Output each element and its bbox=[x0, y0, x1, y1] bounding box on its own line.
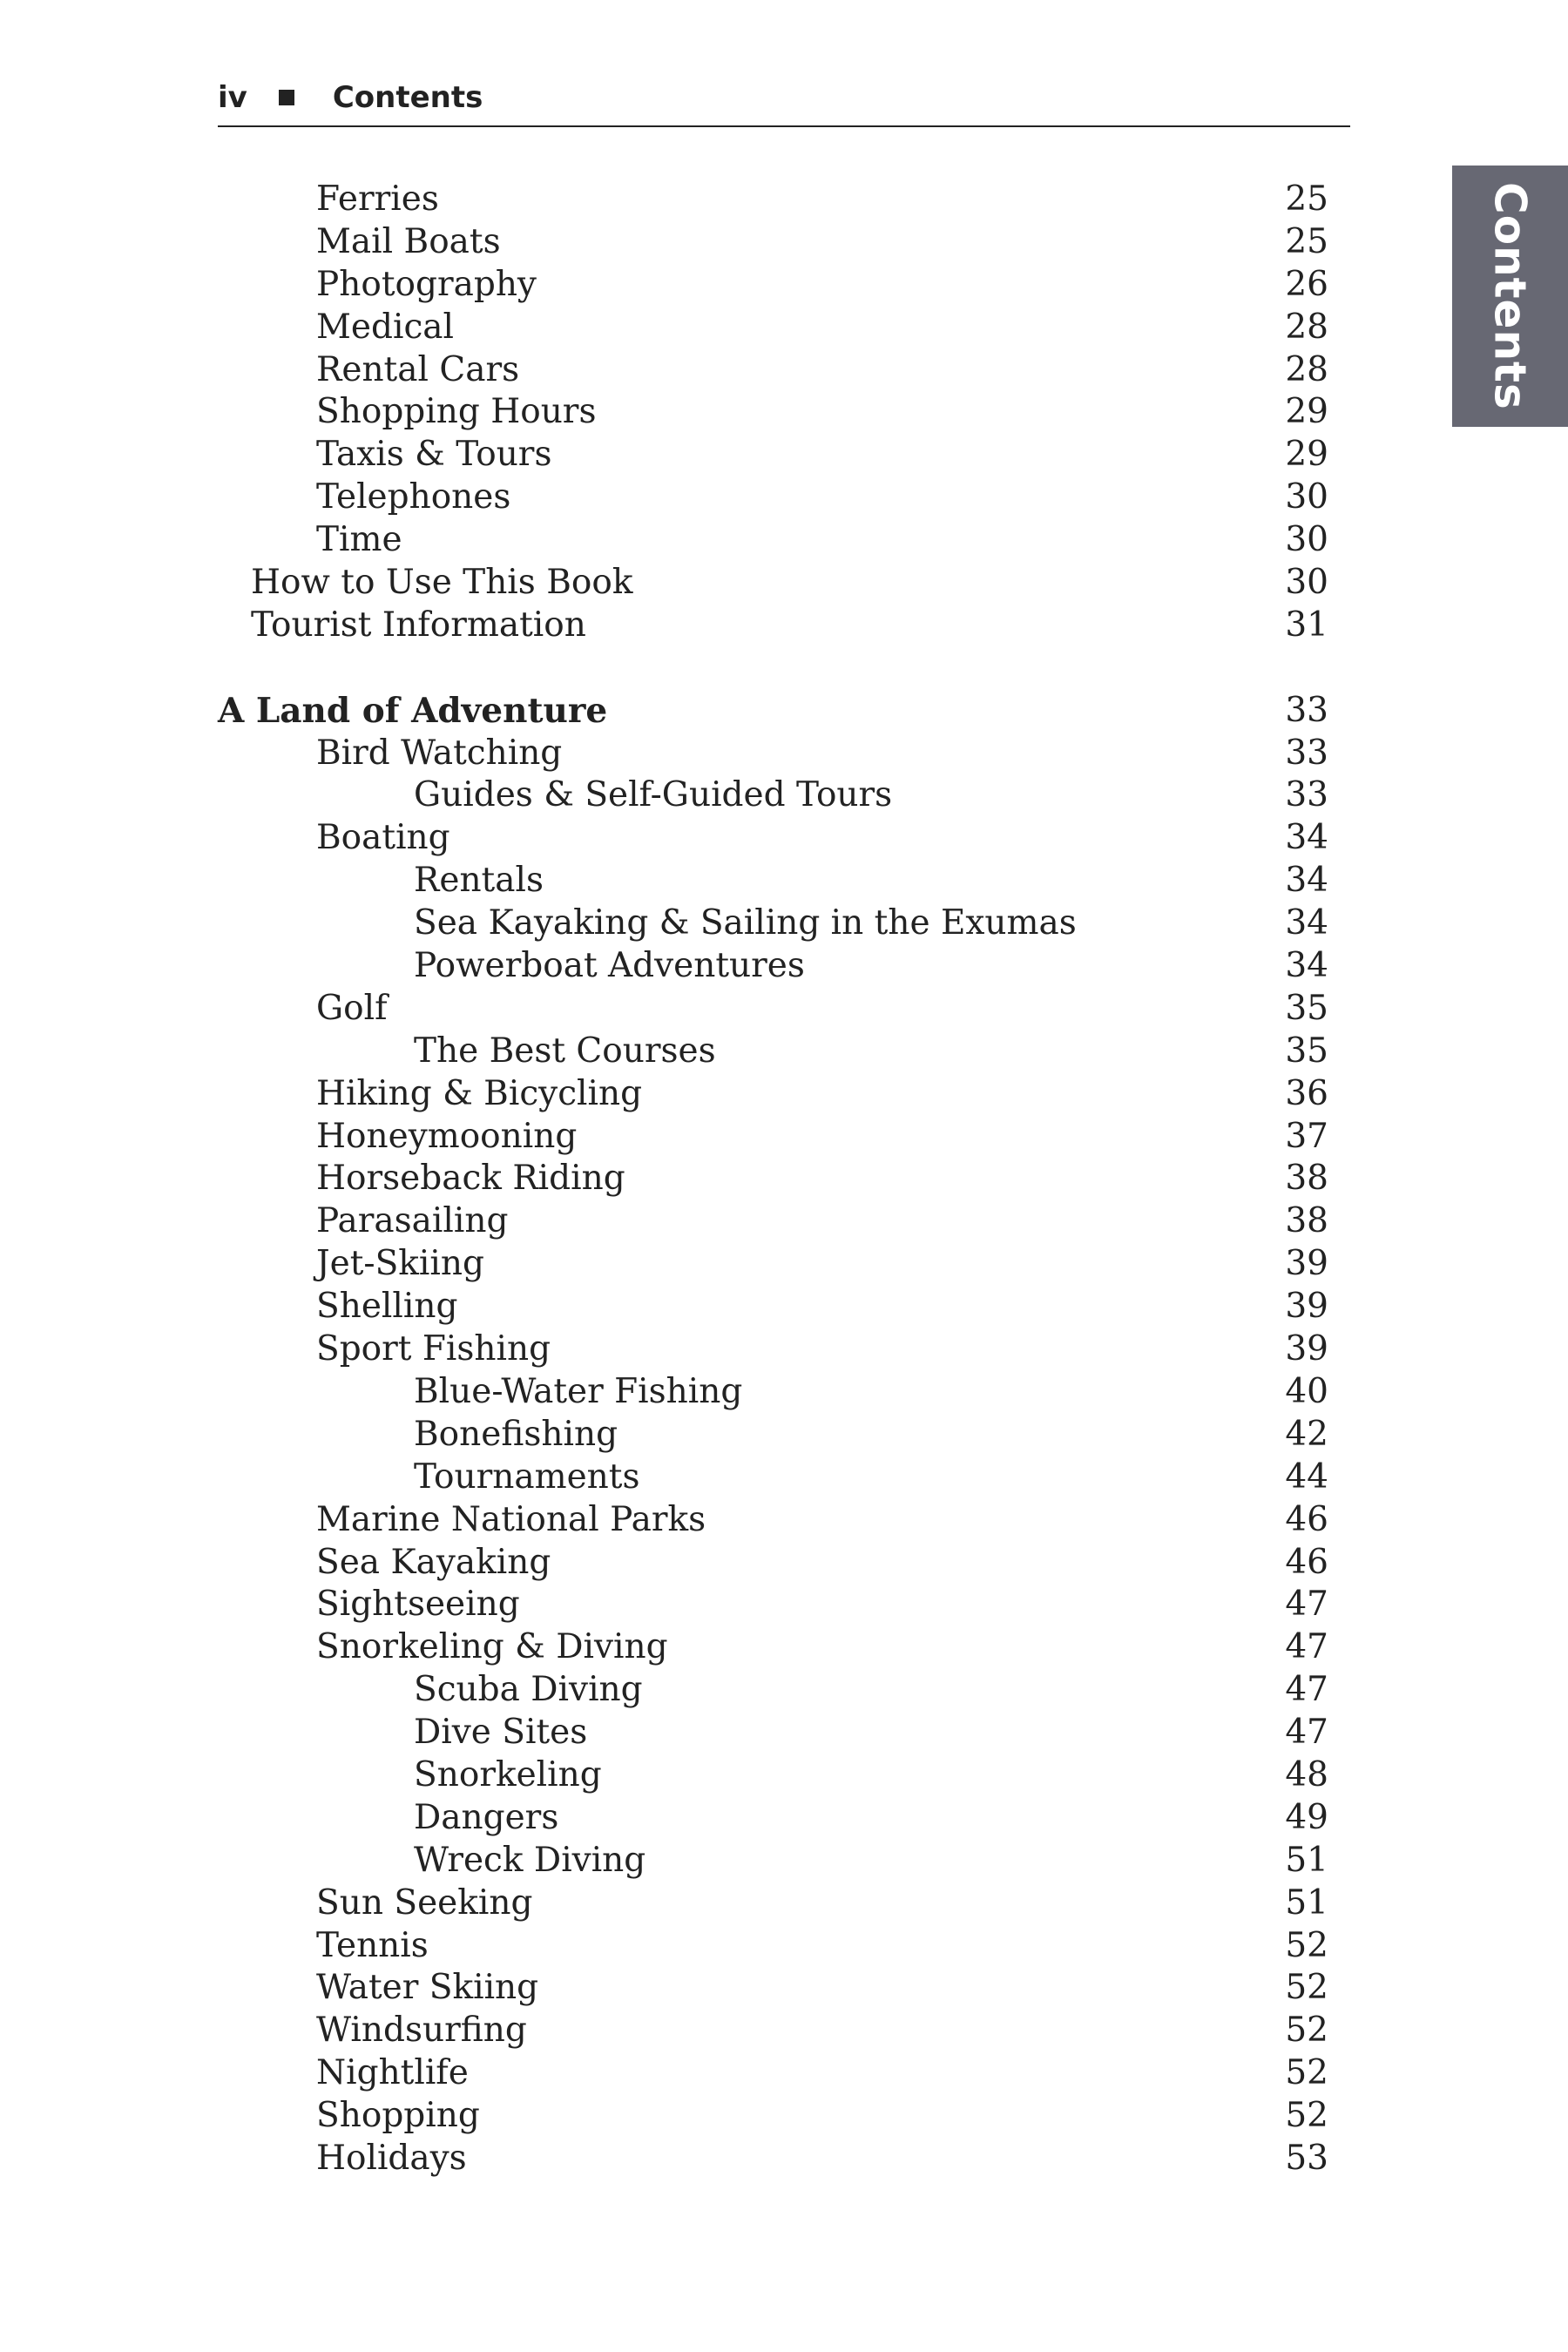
toc-entry bbox=[218, 519, 1328, 562]
toc-entry-title: Shelling bbox=[316, 1287, 458, 1327]
toc-entry-page: 46 bbox=[1285, 1499, 1328, 1539]
toc-entry-title: Tournaments bbox=[414, 1456, 640, 1497]
toc-entry-title: Sport Fishing bbox=[316, 1329, 551, 1369]
toc-entry-page: 34 bbox=[1285, 903, 1328, 943]
toc-entry bbox=[218, 2138, 1328, 2180]
toc-entry-title: How to Use This Book bbox=[251, 563, 633, 603]
toc-entry bbox=[218, 1158, 1328, 1200]
toc-entry-title: Snorkeling bbox=[414, 1754, 602, 1794]
toc-entry-page: 49 bbox=[1285, 1797, 1328, 1837]
toc-entry-title: Jet-Skiing bbox=[316, 1244, 484, 1284]
toc-entry-page: 52 bbox=[1285, 2096, 1328, 2136]
toc-entry bbox=[218, 1073, 1328, 1116]
toc-entry-page: 38 bbox=[1285, 1201, 1328, 1241]
toc-entry-page: 39 bbox=[1285, 1244, 1328, 1284]
side-tab-label: Contents bbox=[1484, 182, 1536, 410]
toc-entry bbox=[218, 1200, 1328, 1243]
table-of-contents bbox=[218, 179, 1328, 2180]
toc-entry-title: Medical bbox=[316, 307, 455, 347]
toc-entry-page: 34 bbox=[1285, 946, 1328, 986]
toc-entry-title: Golf bbox=[316, 988, 388, 1028]
section-side-tab bbox=[1452, 166, 1568, 427]
toc-entry bbox=[218, 391, 1328, 434]
toc-entry-title: Telephones bbox=[316, 477, 511, 517]
toc-entry bbox=[218, 860, 1328, 902]
toc-entry bbox=[218, 264, 1328, 307]
toc-entry-page: 39 bbox=[1285, 1329, 1328, 1369]
toc-entry bbox=[218, 2095, 1328, 2138]
toc-entry-title: Shopping bbox=[316, 2096, 480, 2136]
toc-entry bbox=[218, 1797, 1328, 1840]
toc-entry-page: 38 bbox=[1285, 1159, 1328, 1199]
toc-entry-title: Honeymooning bbox=[316, 1116, 578, 1156]
toc-entry-page: 33 bbox=[1285, 775, 1328, 815]
toc-entry bbox=[218, 733, 1328, 775]
toc-entry-title: Powerboat Adventures bbox=[414, 946, 805, 986]
toc-entry-title: Dive Sites bbox=[414, 1713, 588, 1753]
toc-entry-title: Taxis & Tours bbox=[316, 435, 552, 475]
toc-entry-page: 25 bbox=[1285, 179, 1328, 219]
toc-entry-page: 35 bbox=[1285, 988, 1328, 1028]
toc-entry-page: 31 bbox=[1285, 605, 1328, 645]
toc-entry-title: Rental Cars bbox=[316, 349, 520, 389]
toc-entry-page: 51 bbox=[1285, 1882, 1328, 1923]
toc-entry-page: 33 bbox=[1285, 690, 1328, 730]
toc-entry-page: 28 bbox=[1285, 307, 1328, 347]
toc-entry-page: 34 bbox=[1285, 818, 1328, 858]
toc-entry-page: 48 bbox=[1285, 1754, 1328, 1794]
toc-entry-page: 34 bbox=[1285, 861, 1328, 901]
toc-entry bbox=[218, 1669, 1328, 1712]
toc-entry bbox=[218, 945, 1328, 988]
toc-entry-page: 30 bbox=[1285, 563, 1328, 603]
header-rule bbox=[218, 125, 1350, 127]
toc-entry bbox=[218, 562, 1328, 605]
toc-entry-title: Snorkeling & Diving bbox=[316, 1627, 668, 1667]
toc-entry bbox=[218, 349, 1328, 392]
toc-entry bbox=[218, 1456, 1328, 1499]
toc-entry-page: 26 bbox=[1285, 264, 1328, 304]
toc-entry bbox=[218, 2052, 1328, 2095]
toc-entry-title: Bird Watching bbox=[316, 733, 563, 773]
toc-entry-page: 33 bbox=[1285, 733, 1328, 773]
toc-entry-title: Boating bbox=[316, 818, 450, 858]
toc-entry-page: 47 bbox=[1285, 1670, 1328, 1710]
toc-entry bbox=[218, 902, 1328, 945]
toc-entry-title: Scuba Diving bbox=[414, 1670, 643, 1710]
toc-entry bbox=[218, 476, 1328, 519]
toc-entry-page: 52 bbox=[1285, 2053, 1328, 2093]
toc-entry-title: Sea Kayaking & Sailing in the Exumas bbox=[414, 903, 1077, 943]
toc-entry-page: 29 bbox=[1285, 435, 1328, 475]
toc-entry-page: 39 bbox=[1285, 1287, 1328, 1327]
square-bullet-icon bbox=[279, 90, 294, 105]
toc-entry bbox=[218, 1371, 1328, 1414]
toc-entry-page: 46 bbox=[1285, 1542, 1328, 1582]
toc-entry bbox=[218, 817, 1328, 860]
toc-entry-page: 44 bbox=[1285, 1456, 1328, 1497]
toc-entry-title: Nightlife bbox=[316, 2053, 469, 2093]
toc-entry-title: Sea Kayaking bbox=[316, 1542, 551, 1582]
toc-entry-page: 25 bbox=[1285, 221, 1328, 261]
toc-entry-page: 53 bbox=[1285, 2138, 1328, 2178]
toc-entry bbox=[218, 1031, 1328, 1073]
toc-entry bbox=[218, 307, 1328, 349]
toc-entry-title: Wreck Diving bbox=[414, 1840, 646, 1880]
toc-entry-title: The Best Courses bbox=[414, 1031, 716, 1071]
toc-entry-page: 47 bbox=[1285, 1713, 1328, 1753]
toc-entry bbox=[218, 434, 1328, 476]
toc-entry-title: Mail Boats bbox=[316, 221, 501, 261]
toc-entry-title: Tennis bbox=[316, 1925, 429, 1965]
toc-entry bbox=[218, 1967, 1328, 2010]
toc-entry-page: 36 bbox=[1285, 1073, 1328, 1113]
toc-entry-title: Dangers bbox=[414, 1797, 559, 1837]
toc-entry-page: 30 bbox=[1285, 477, 1328, 517]
toc-entry-title: Tourist Information bbox=[251, 605, 586, 645]
toc-entry-title: Photography bbox=[316, 264, 537, 304]
toc-entry bbox=[218, 2010, 1328, 2052]
toc-entry-title: Sun Seeking bbox=[316, 1882, 533, 1923]
toc-entry-page: 52 bbox=[1285, 1968, 1328, 2008]
toc-entry-page: 51 bbox=[1285, 1840, 1328, 1880]
toc-entry-page: 35 bbox=[1285, 1031, 1328, 1071]
toc-entry-page: 42 bbox=[1285, 1414, 1328, 1454]
page-number: iv bbox=[218, 80, 247, 115]
toc-entry bbox=[218, 774, 1328, 817]
toc-entry-page: 47 bbox=[1285, 1585, 1328, 1625]
running-header bbox=[218, 80, 1350, 115]
section-spacer bbox=[218, 647, 1328, 690]
toc-entry-title: Hiking & Bicycling bbox=[316, 1073, 643, 1113]
toc-entry-title: Bonefishing bbox=[414, 1414, 618, 1454]
toc-entry-title: Shopping Hours bbox=[316, 392, 597, 432]
toc-entry bbox=[218, 221, 1328, 264]
toc-entry bbox=[218, 1116, 1328, 1159]
toc-entry-page: 28 bbox=[1285, 349, 1328, 389]
toc-entry bbox=[218, 1542, 1328, 1585]
toc-entry bbox=[218, 1414, 1328, 1456]
toc-entry bbox=[218, 1840, 1328, 1882]
toc-entry-title: Blue-Water Fishing bbox=[414, 1371, 743, 1411]
toc-entry-title: Time bbox=[316, 520, 402, 560]
toc-entry-title: Windsurfing bbox=[316, 2011, 527, 2051]
toc-entry-title: Sightseeing bbox=[316, 1585, 520, 1625]
toc-entry-title: Marine National Parks bbox=[316, 1499, 706, 1539]
toc-entry-page: 29 bbox=[1285, 392, 1328, 432]
toc-entry-title: Holidays bbox=[316, 2138, 467, 2178]
toc-entry bbox=[218, 1712, 1328, 1754]
toc-entry-page: 30 bbox=[1285, 520, 1328, 560]
toc-entry bbox=[218, 1286, 1328, 1328]
toc-entry-page: 47 bbox=[1285, 1627, 1328, 1667]
header-title: Contents bbox=[332, 80, 483, 115]
toc-entry-title: Horseback Riding bbox=[316, 1159, 625, 1199]
toc-entry-title: Water Skiing bbox=[316, 1968, 539, 2008]
toc-entry-page: 37 bbox=[1285, 1116, 1328, 1156]
toc-entry-title: Parasailing bbox=[316, 1201, 509, 1241]
toc-entry bbox=[218, 1328, 1328, 1371]
toc-chapter-entry bbox=[218, 690, 1328, 733]
toc-entry bbox=[218, 1754, 1328, 1797]
toc-entry bbox=[218, 1499, 1328, 1542]
toc-entry-page: 52 bbox=[1285, 2011, 1328, 2051]
toc-entry bbox=[218, 988, 1328, 1031]
toc-entry-title: Ferries bbox=[316, 179, 439, 219]
toc-entry-title: Rentals bbox=[414, 861, 544, 901]
toc-entry bbox=[218, 179, 1328, 221]
toc-entry bbox=[218, 1243, 1328, 1286]
toc-entry bbox=[218, 1626, 1328, 1669]
toc-entry-page: 40 bbox=[1285, 1371, 1328, 1411]
toc-entry-page: 52 bbox=[1285, 1925, 1328, 1965]
toc-entry-title: A Land of Adventure bbox=[218, 690, 608, 731]
toc-entry bbox=[218, 1925, 1328, 1968]
toc-entry bbox=[218, 1882, 1328, 1925]
toc-entry-title: Guides & Self-Guided Tours bbox=[414, 775, 893, 815]
toc-entry bbox=[218, 1584, 1328, 1626]
toc-entry bbox=[218, 605, 1328, 647]
